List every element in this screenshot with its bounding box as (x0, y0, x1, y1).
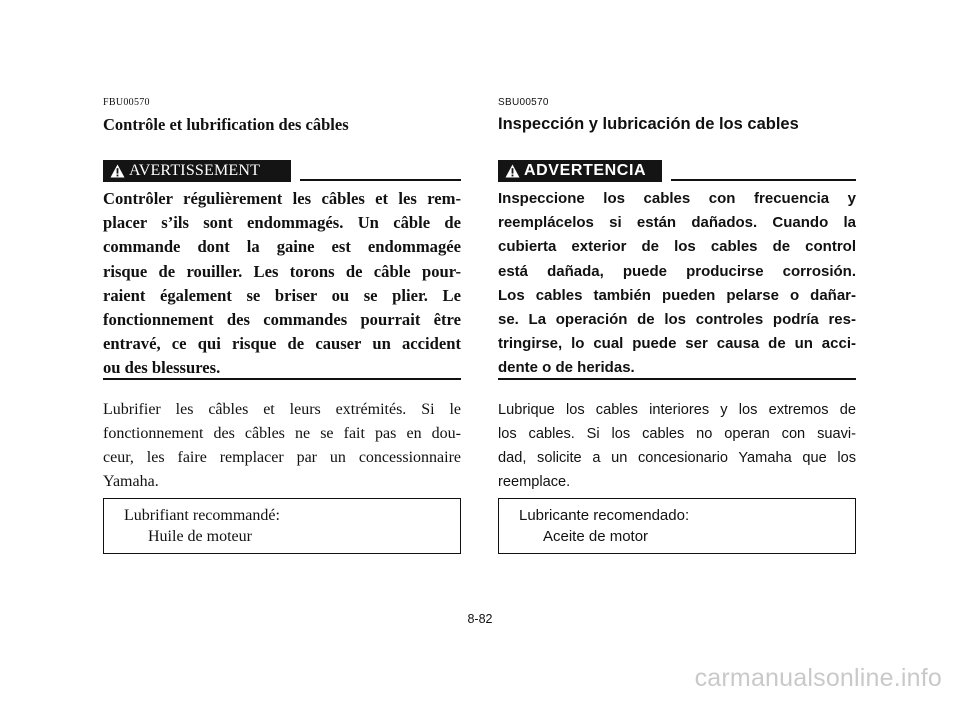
section-code: FBU00570 (103, 97, 150, 108)
warning-line: Los cables también pueden pelarse o dañar- (498, 286, 856, 304)
warning-line: Contrôler régulièrement les câbles et les rem- (103, 189, 461, 208)
body-line: ceur, les faire remplacer par un concessionnaire (103, 449, 461, 466)
warning-badge (498, 160, 662, 182)
lubricant-label: Lubrifiant recommandé: (124, 507, 280, 524)
warning-header (103, 160, 461, 182)
warning-line: cubierta exterior de los cables de control (498, 238, 856, 256)
warning-line: ou des blessures. (103, 358, 221, 378)
page-number: 8-82 (467, 612, 493, 626)
warning-rule (300, 179, 461, 181)
section-heading: Inspección y lubricación de los cables (498, 115, 799, 133)
lubricant-value: Aceite de motor (543, 528, 649, 545)
warning-rule (671, 179, 856, 181)
warning-line: risque de rouiller. Les torons de câble pour- (103, 261, 461, 281)
warning-line: Inspeccione los cables con frecuencia y (498, 190, 856, 207)
warning-triangle-icon (110, 164, 125, 178)
warning-text (103, 187, 461, 381)
warning-header (498, 160, 856, 182)
warning-label: AVERTISSEMENT (129, 162, 261, 179)
site-watermark: carmanualsonline.info (694, 664, 942, 692)
warning-line: reemplácelos si están dañados. Cuando la (498, 214, 856, 232)
lubricant-box (103, 498, 461, 554)
warning-end-rule (103, 378, 461, 380)
warning-line: commande dont la gaine est endommagée (103, 237, 461, 257)
warning-end-rule (498, 378, 856, 380)
body-line: Yamaha. (103, 473, 159, 490)
body-line: los cables. Si los cables no operan con suavi- (498, 426, 856, 442)
warning-line: fonctionnement des commandes pourrait être (103, 310, 461, 330)
warning-line: entravé, ce qui risque de causer un accident (103, 334, 461, 354)
lubricant-box (498, 498, 856, 554)
warning-line: raient également se briser ou se plier. Le (103, 285, 461, 305)
body-text (103, 398, 461, 494)
warning-line: está dañada, puede producirse corrosión. (498, 262, 856, 280)
body-line: dad, solicite a un concesionario Yamaha que los (498, 450, 856, 466)
body-line: Lubrifier les câbles et leurs extrémités. Si le (103, 401, 461, 418)
warning-line: dente o de heridas. (498, 359, 635, 377)
body-line: reemplace. (498, 474, 571, 490)
warning-text (498, 187, 856, 381)
lubricant-label: Lubricante recomendado: (519, 507, 690, 524)
section-code: SBU00570 (498, 97, 549, 108)
warning-triangle-icon (505, 164, 520, 178)
warning-line: se. La operación de los controles podría res- (498, 311, 856, 329)
lubricant-value: Huile de moteur (148, 528, 252, 545)
body-line: fonctionnement des câbles ne se fait pas en dou- (103, 425, 461, 442)
section-heading: Contrôle et lubrification des câbles (103, 115, 349, 134)
body-line: Lubrique los cables interiores y los extremos de (498, 402, 856, 418)
warning-line: tringirse, lo cual puede ser causa de un acci- (498, 335, 856, 353)
body-text (498, 398, 856, 494)
warning-badge (103, 160, 291, 182)
warning-label: ADVERTENCIA (524, 162, 647, 179)
warning-line: placer s’ils sont endommagés. Un câble de (103, 213, 461, 233)
